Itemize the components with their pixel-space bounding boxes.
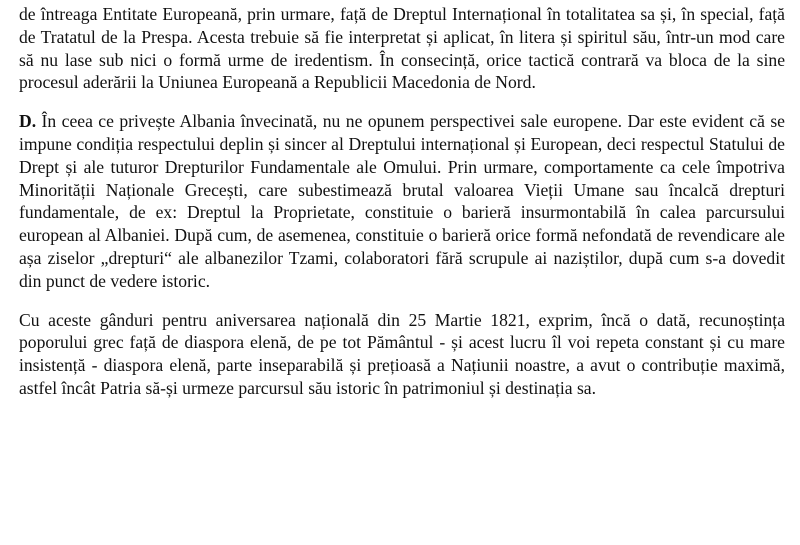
paragraph-text: În ceea ce privește Albania învecinată, nu ne opunem perspectivei sale europene. Dar este evident că se impune condiția respectului deplin și sincer al Dreptului internațional și European, deci respectul Statului de Drept și ale tuturor Drepturilor Fundamentale ale Omului. Prin urmare, comportamente ca cele împotriva Minorității Naționale Grecești, care subestimează brutal valoarea Vieții Umane sau încalcă drepturi fundamentale, de ex: Dreptul la Proprietate, constituie o barieră insurmontabilă în calea parcursului european al Albaniei. După cum, de asemenea, constituie o barieră orice formă nefondată de revendicare ale așa ziselor „drepturi“ ale albanezilor Tzami, colaboratori fără scrupule ai naziștilor, după cum s-a dovedit din punct de vedere istoric. [19,111,785,291]
paragraph-text: Cu aceste gânduri pentru aniversarea națională din 25 Martie 1821, exprim, încă o dată, recunoștința poporului grec față de diaspora elenă, de pe tot Pământul - și acest lucru îl voi repeta constant și cu mare insistență - diaspora elenă, parte inseparabilă și prețioasă a Națiunii noastre, a avut o contribuție maximă, astfel încât Patria să-și urmeze parcursul său istoric în patrimoniul și destinația sa. [19,309,785,398]
paragraph-albania [19,110,785,292]
paragraph-prespa-agreement [19,3,785,94]
section-letter: D. [19,111,37,132]
document-body [19,0,785,400]
paragraph-diaspora [19,309,785,400]
paragraph-text: de întreaga Entitate Europeană, prin urmare, față de Dreptul Internațional în totalitatea sa și, în special, față de Tratatul de la Prespa. Acesta trebuie să fie interpretat și aplicat, în litera și spiritul său, într-un mod care să nu lase sub nici o formă urme de iredentism. În consecință, orice tactică contrară va bloca de la sine procesul aderării la Uniunea Europeană a Republicii Macedonia de Nord. [19,4,785,93]
